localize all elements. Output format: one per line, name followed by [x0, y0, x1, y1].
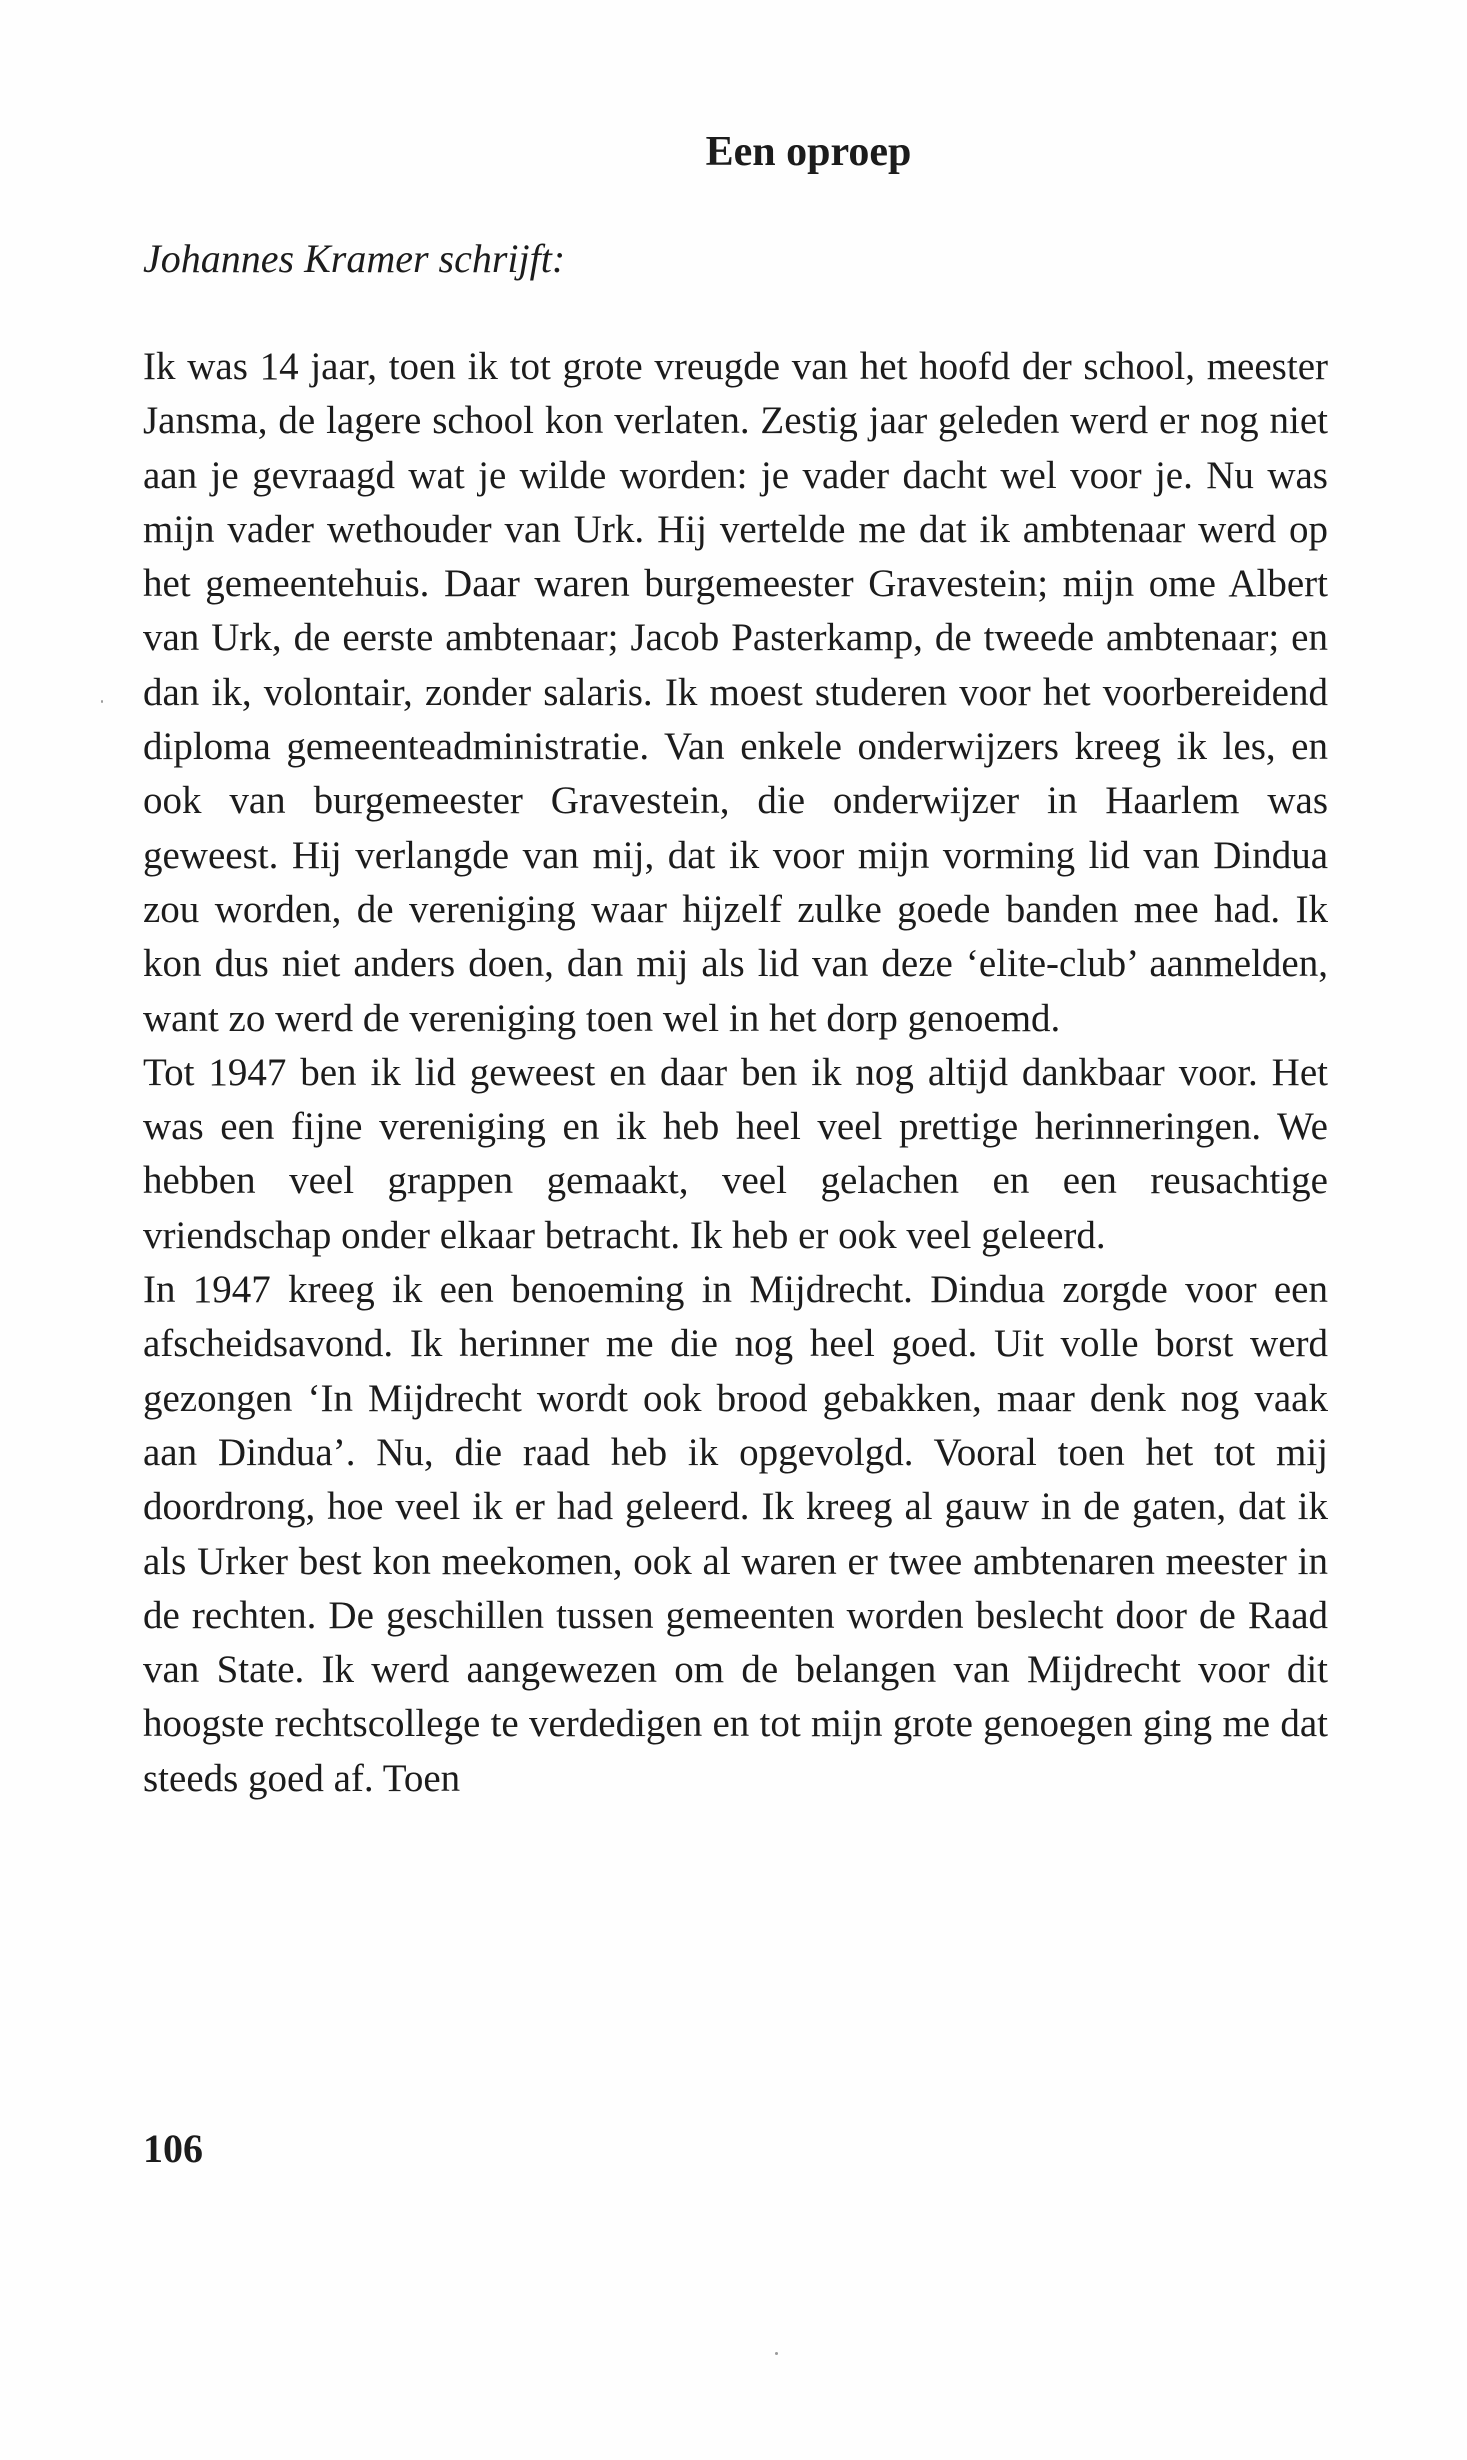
scan-speck: [101, 700, 103, 703]
body-text: [143, 340, 1328, 1806]
page-number: 106: [143, 2126, 203, 2171]
byline: Johannes Kramer schrijft:: [143, 236, 566, 281]
paragraph-1: Ik was 14 jaar, toen ik tot grote vreugde van het hoofd der school, meester Jansma, de lagere school kon verlaten. Zestig jaar geleden werd er nog niet aan je gevraagd wat je wilde worden: je vader dacht wel voor je. Nu was mijn vader wethouder van Urk. Hij vertelde me dat ik ambtenaar werd op het gemeentehuis. Daar waren burgemeester Gravestein; mijn ome Albert van Urk, de eerste ambtenaar; Jacob Pasterkamp, de tweede ambtenaar; en dan ik, volontair, zonder salaris. Ik moest studeren voor het voorbereidend diploma gemeenteadministratie. Van enkele onderwijzers kreeg ik les, en ook van burgemeester Gravestein, die onderwijzer in Haarlem was geweest. Hij verlangde van mij, dat ik voor mijn vorming lid van Dindua zou worden, de vereniging waar hijzelf zulke goede banden mee had. Ik kon dus niet anders doen, dan mij als lid van deze ‘elite-club’ aanmelden, want zo werd de vereniging toen wel in het dorp genoemd.: [143, 345, 1328, 1040]
paragraph-2: Tot 1947 ben ik lid geweest en daar ben ik nog altijd dankbaar voor. Het was een fijne vereniging en ik heb heel veel prettige herinneringen. We hebben veel grappen gemaakt, veel gelachen en een reusachtige vriendschap onder elkaar betracht. Ik heb er ook veel geleerd.: [143, 1050, 1328, 1257]
paragraph-3: In 1947 kreeg ik een benoeming in Mijdrecht. Dindua zorgde voor een afscheidsavond. Ik herinner me die nog heel goed. Uit volle borst werd gezongen ‘In Mijdrecht wordt ook brood gebakken, maar denk nog vaak aan Dindua’. Nu, die raad heb ik opgevolgd. Vooral toen het tot mij doordrong, hoe veel ik er had geleerd. Ik kreeg al gauw in de gaten, dat ik als Urker best kon meekomen, ook al waren er twee ambtenaren meester in de rechten. De geschillen tussen gemeenten worden beslecht door de Raad van State. Ik werd aangewezen om de belangen van Mijdrecht voor dit hoogste rechtscollege te verdedigen en tot mijn grote genoegen ging me dat steeds goed af. Toen: [143, 1268, 1328, 1800]
page-title: Een oproep: [705, 129, 912, 175]
scan-speck: [775, 2352, 778, 2355]
